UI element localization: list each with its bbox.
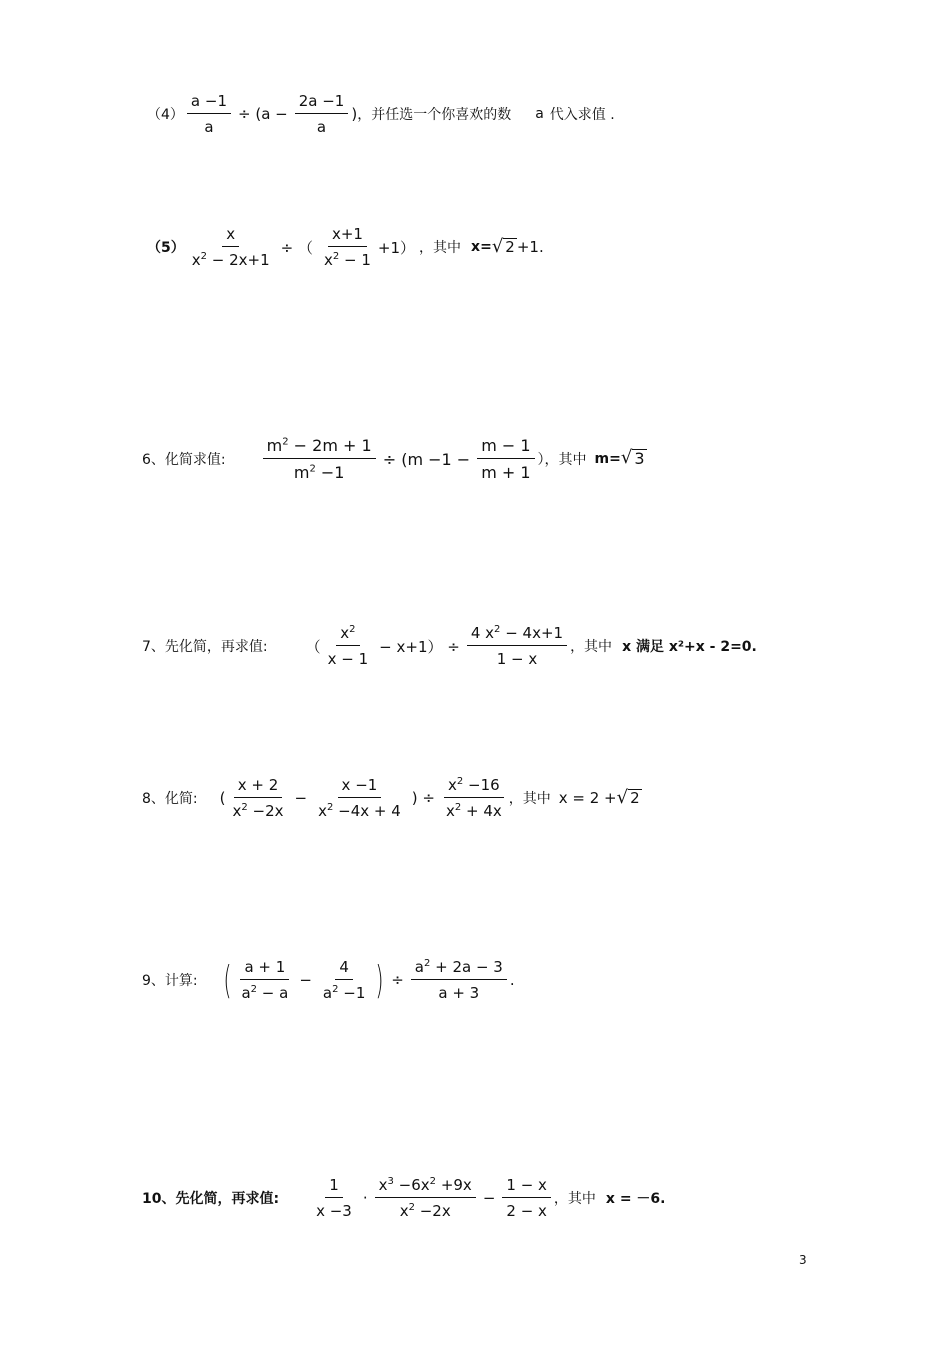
sqrt: √ 3 [620,447,645,469]
problem-4: （4） $\frac{a -1}{a}$ ÷ (a − $\frac{2a -1}{a}$ ) ，并任选一个你喜欢的数 a 代入求值 . [147,92,615,136]
fraction: $\frac{a -1}{a}$ [187,92,231,136]
fraction: $\frac{x + 2}{x^2 -2x}$ [232,776,284,820]
problem-8-label: 8、化简: [142,791,198,807]
fraction: $\frac{x^2}{x - 1}$ [327,624,369,668]
problem-5-label: （5） [147,240,185,256]
sqrt: √ 2 [616,786,640,808]
problem-9: 9、计算: ( $\frac{a + 1}{a^2 - a}$ − $\frac{4}{a^2 -1}$ ) ÷ $\frac{a^2 + 2a - 3}{a + 3}$ . [142,958,515,1002]
fraction: $\frac{2a -1}{a}$ [295,92,349,136]
problem-4-var: a [535,106,544,122]
problem-7-text: ，其中 [570,639,613,655]
fraction: $\frac{m - 1}{m + 1}$ [477,436,534,482]
page-number: 3 [799,1253,807,1267]
problem-10-text: ，其中 [553,1191,596,1207]
fraction: $\frac{1}{x -3}$ [316,1176,352,1220]
problem-5-text: ，其中 [419,240,462,256]
problem-5: （5） $\frac{x}{x^2 - 2x+1}$ ÷ （ $\frac{x+1}{x^2 - 1}$ +1） ，其中 x= √ 2 +1. [147,225,544,269]
problem-8-text: ，其中 [508,791,551,807]
problem-10: 10、先化简，再求值: $\frac{1}{x -3}$ · $\frac{x^3 -6x^2 +9x}{x^2 -2x}$ − $\frac{1 - x}{2 - x}$ ，其中 x = －6. [142,1176,666,1220]
problem-7: 7、先化简，再求值: （ $\frac{x^2}{x - 1}$ − x+1） ÷ $\frac{4 x^2 - 4x+1}{1 - x}$ ，其中 x 满足 x²+x - 2=0. [142,624,757,668]
problem-10-cond: x = －6. [605,1191,666,1207]
problem-7-cond: x 满足 x²+x - 2=0. [622,639,757,655]
problem-6-label: 6、化简求值: [142,452,226,468]
fraction: $\frac{a + 1}{a^2 - a}$ [241,958,289,1002]
fraction: $\frac{x+1}{x^2 - 1}$ [324,225,371,269]
problem-6-cond: m= [594,451,621,467]
problem-5-cond: x= [471,239,492,255]
problem-9-tail: . [509,971,515,989]
problem-9-label: 9、计算: [142,973,198,989]
fraction: $\frac{x -1}{x^2 -4x + 4}$ [318,776,401,820]
fraction: $\frac{a^2 + 2a - 3}{a + 3}$ [411,958,507,1002]
sqrt: √ 2 [491,235,515,257]
fraction: $\frac{m^2 - 2m + 1}{m^2 -1}$ [263,436,376,482]
problem-6: 6、化简求值: $\frac{m^2 - 2m + 1}{m^2 -1}$ ÷ (m −1 − $\frac{m - 1}{m + 1}$ ），其中 m= √ 3 [142,436,645,482]
fraction: $\frac{x^3 -6x^2 +9x}{x^2 -2x}$ [375,1176,476,1220]
problem-4-label: （4） [147,107,184,123]
problem-7-label: 7、先化简，再求值: [142,639,268,655]
problem-8: 8、化简: ( $\frac{x + 2}{x^2 -2x}$ − $\frac{x -1}{x^2 -4x + 4}$ ) ÷ $\frac{x^2 -16}{x^2 + 4x}$ ，其中 x = 2 + √ 2 [142,776,640,820]
fraction: $\frac{4 x^2 - 4x+1}{1 - x}$ [467,624,567,668]
problem-6-text: ），其中 [537,452,587,468]
fraction: $\frac{x}{x^2 - 2x+1}$ [191,225,270,269]
problem-8-cond: x = 2 + [558,789,617,807]
problem-5-tail: +1. [516,238,544,256]
fraction: $\frac{1 - x}{2 - x}$ [502,1176,551,1220]
problem-10-label: 10、先化简，再求值: [142,1191,280,1207]
fraction: $\frac{x^2 -16}{x^2 + 4x}$ [445,776,502,820]
problem-4-text2: 代入求值 . [549,107,615,123]
problem-4-text: ，并任选一个你喜欢的数 [357,107,512,123]
fraction: $\frac{4}{a^2 -1}$ [322,958,366,1002]
